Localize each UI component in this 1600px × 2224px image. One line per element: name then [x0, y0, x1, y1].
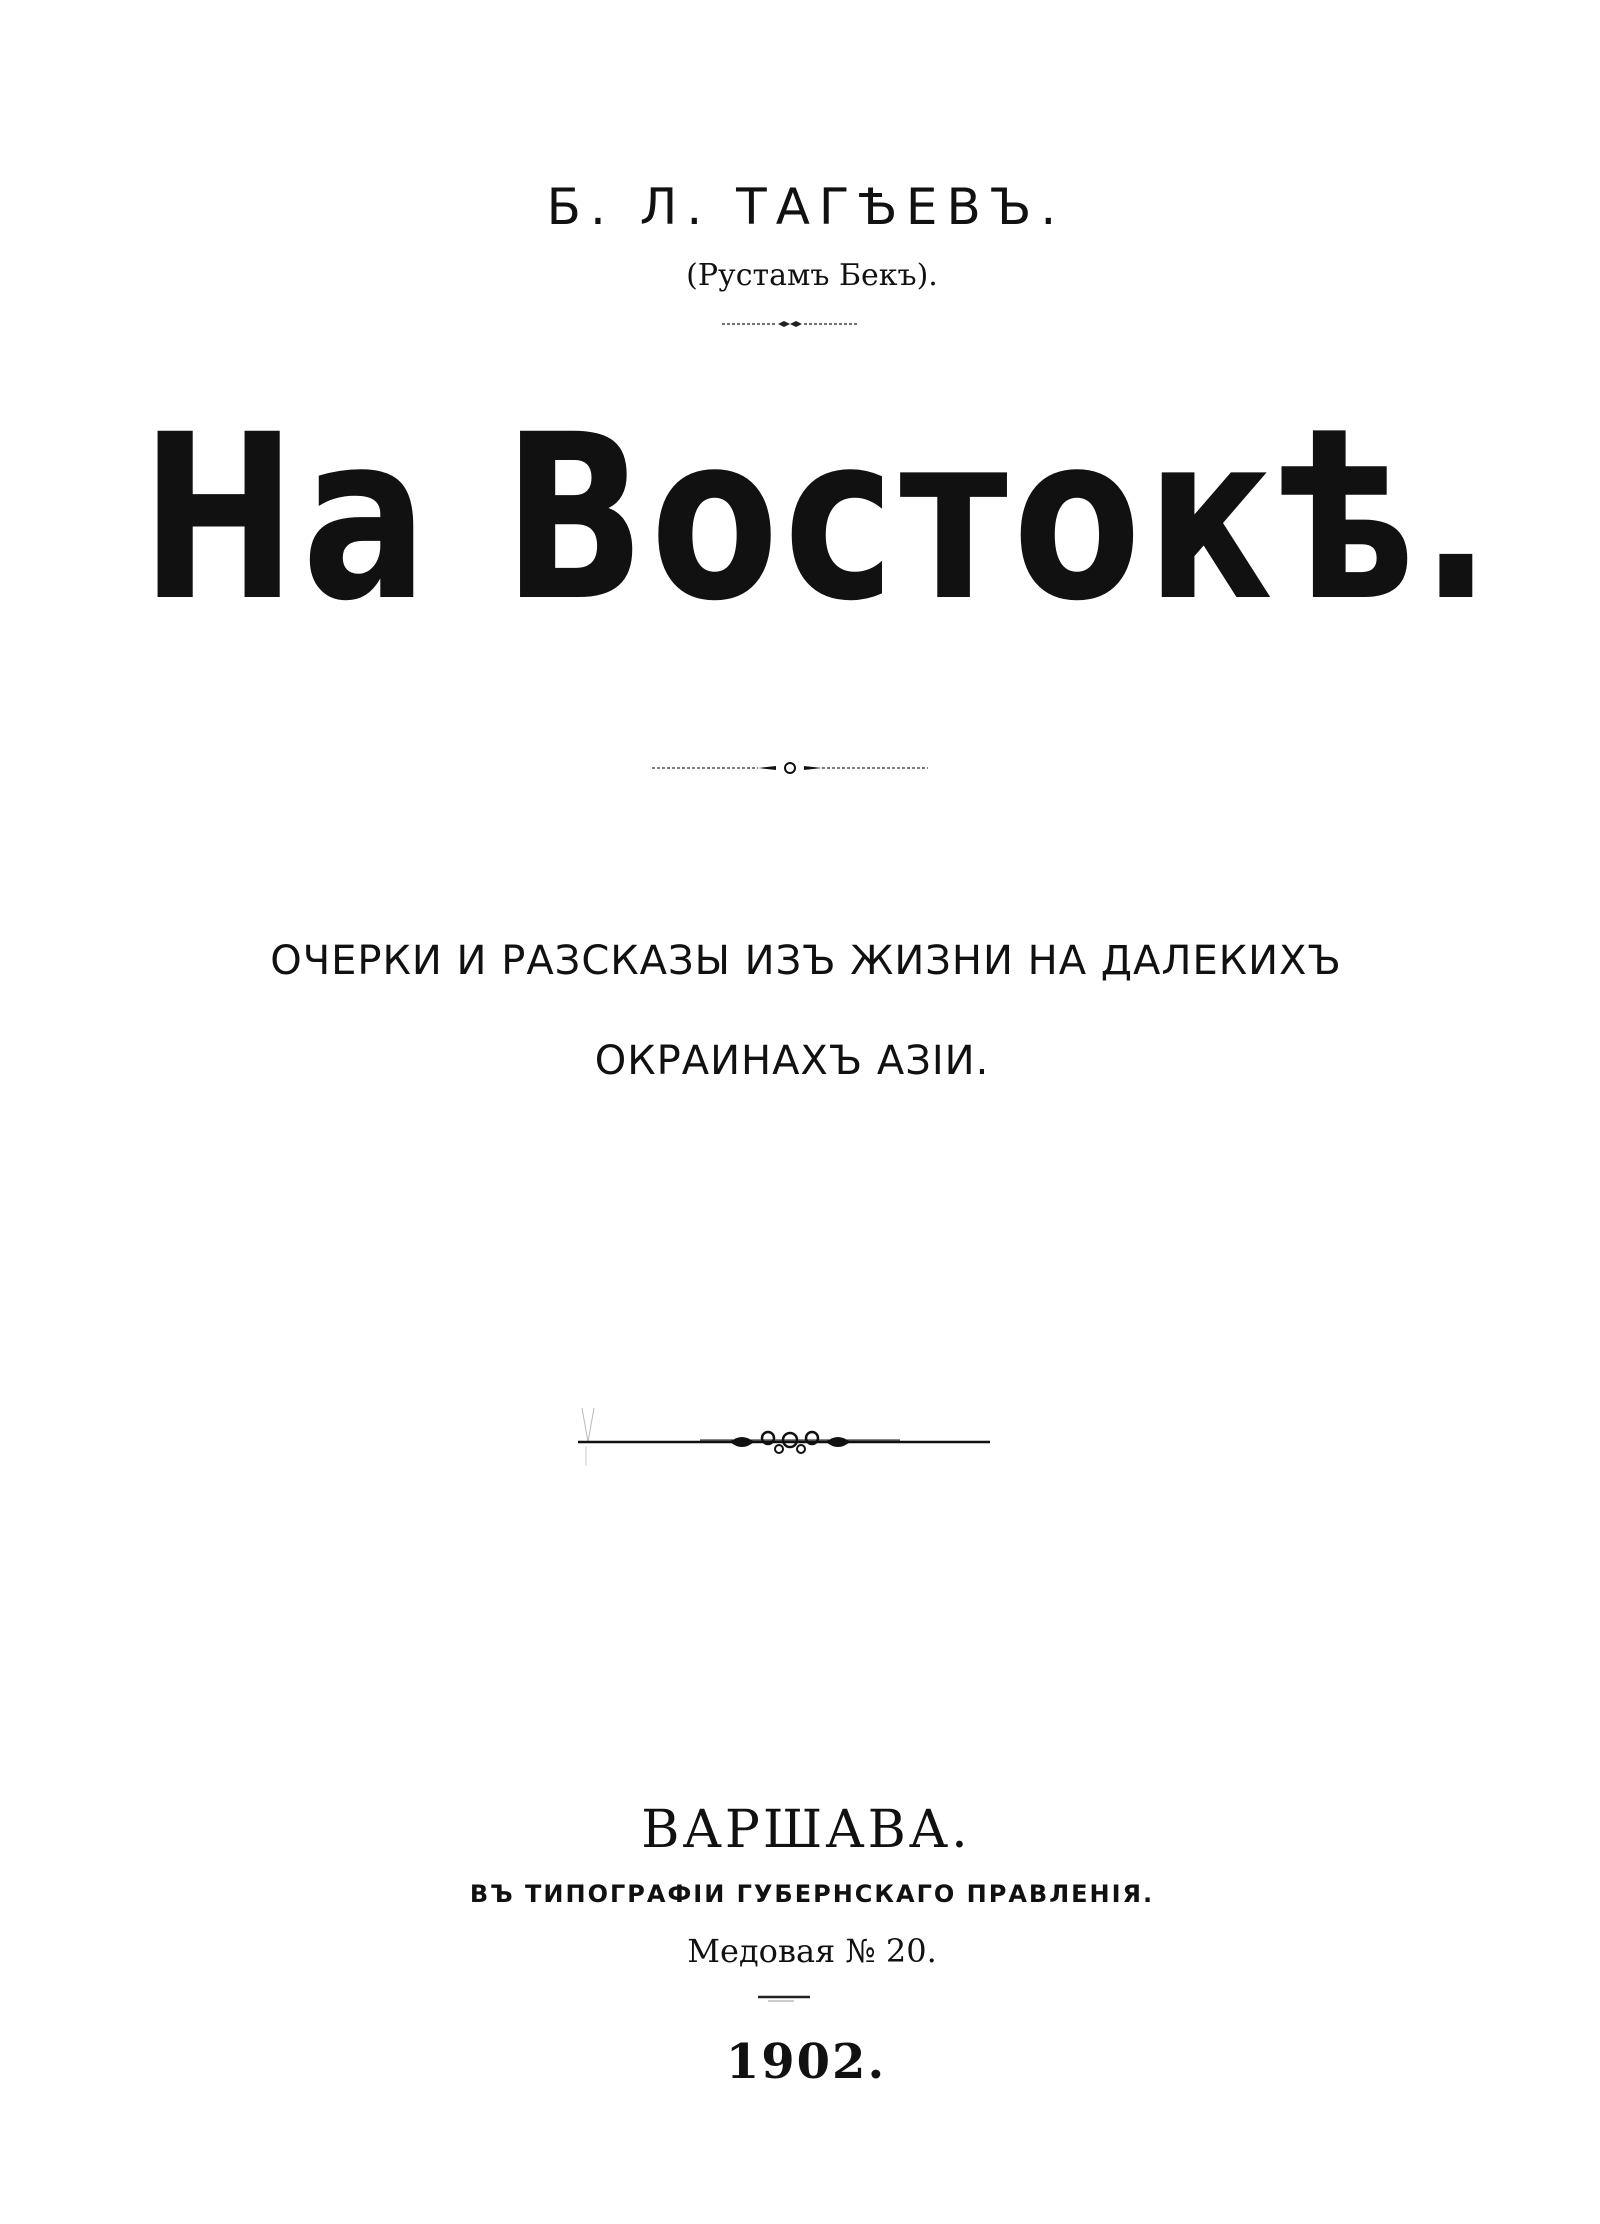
publication-city: ВАРШАВА. [641, 1800, 971, 1860]
short-rule [754, 1990, 814, 2004]
small-divider-ornament [720, 318, 860, 330]
medium-divider-ornament [650, 760, 930, 776]
publication-year: 1902. [725, 2034, 887, 2090]
author-pseudonym: (Рустамъ Бекъ). [686, 258, 938, 293]
author-name: Б. Л. ТАГѢЕВЪ. [546, 178, 1066, 236]
subtitle-line-1: ОЧЕРКИ И РАЗСКАЗЫ ИЗЪ ЖИЗНИ НА ДАЛЕКИХЪ [270, 938, 1342, 984]
book-title: На Востокѣ. [140, 385, 1497, 651]
printer-name: ВЪ ТИПОГРАФІИ ГУБЕРНСКАГО ПРАВЛЕНІЯ. [469, 1880, 1155, 1908]
scroll-divider-ornament [570, 1400, 1010, 1470]
subtitle-line-2: ОКРАИНАХЪ АЗІИ. [594, 1038, 990, 1084]
printer-address: Медовая № 20. [687, 1932, 937, 1970]
